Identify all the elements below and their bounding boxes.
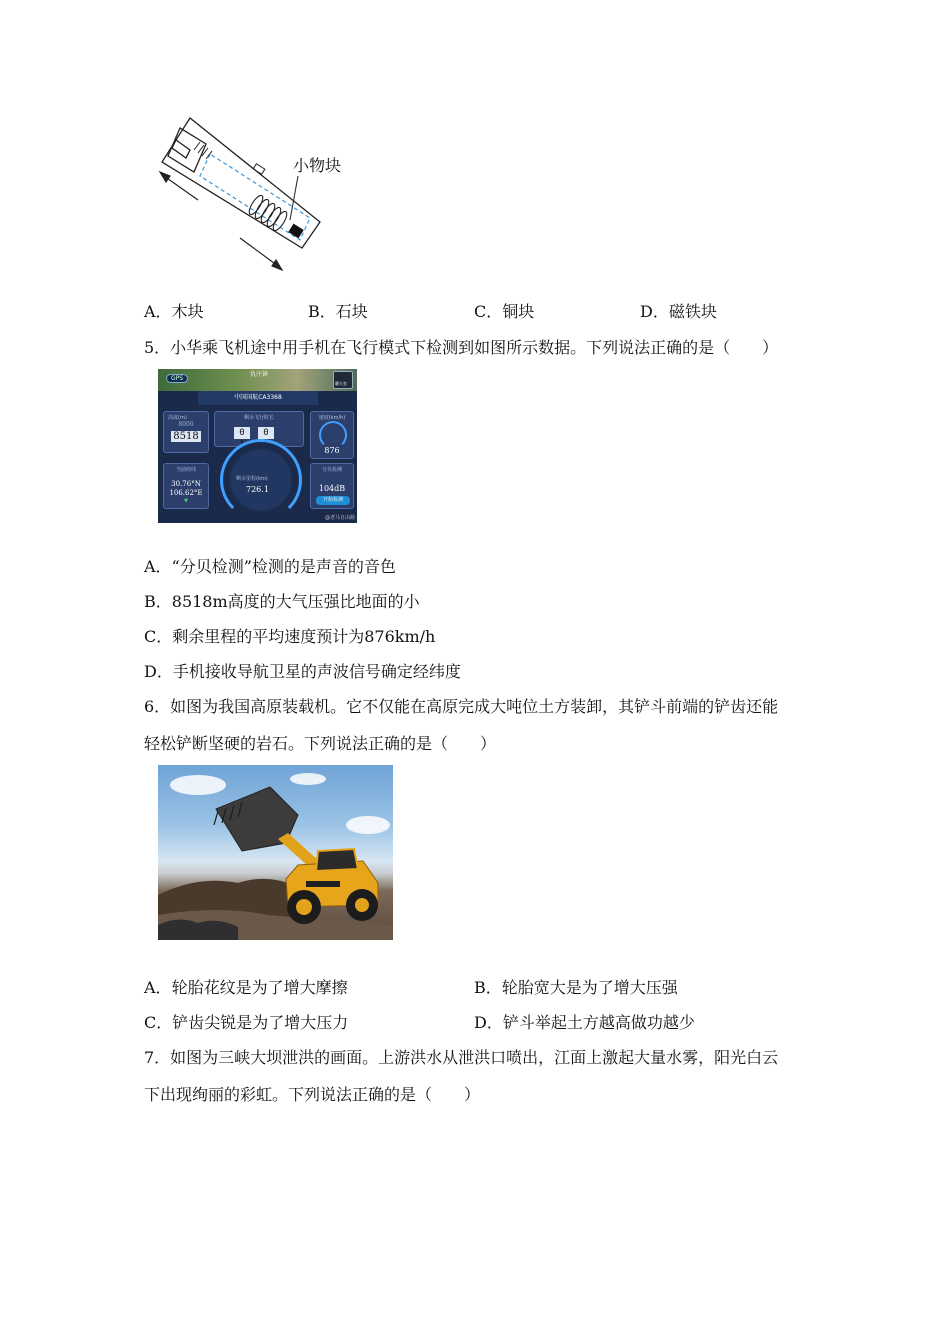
distance-label: 剩余里程(km): [236, 476, 268, 482]
option-letter: B．: [474, 978, 502, 997]
small-block-label: 小物块: [293, 156, 342, 175]
q7-stem-line1: 7．如图为三峡大坝泄洪的画面。上游洪水从泄洪口喷出，江面上激起大量水雾，阳光白云: [144, 1048, 779, 1067]
decibel-label: 分贝检测: [321, 467, 342, 473]
speed-value: 876: [324, 446, 340, 455]
q6-option-a: [144, 978, 348, 998]
option-letter: A．: [144, 978, 172, 997]
option-letter: C．: [474, 302, 503, 321]
option-text: 铜块: [502, 302, 535, 321]
altitude-sub: 8000: [178, 421, 194, 428]
chevron-down-icon: ▼: [184, 498, 188, 504]
gps-badge: GPS: [166, 374, 188, 383]
flight-number: 中国国航CA3368: [198, 391, 318, 405]
longitude-value: 106.62°E: [169, 489, 203, 497]
q4-option-b: [308, 302, 368, 322]
start-detection-button: 开始检测: [316, 496, 350, 505]
option-text: 轮胎宽大是为了增大压强: [501, 978, 678, 997]
option-text: 轮胎花纹是为了增大摩擦: [171, 978, 348, 997]
speed-panel: [310, 411, 354, 459]
decibel-value: 104dB: [318, 484, 346, 493]
tube-spring-figure: [150, 110, 360, 280]
time-label: 剩余飞行时长: [243, 415, 274, 421]
flight-dashboard-image: [158, 369, 357, 523]
q6-option-d: [474, 1013, 695, 1033]
speed-label: 速度(km/h): [318, 415, 346, 421]
distance-value: 726.1: [246, 485, 269, 494]
decibel-panel: [310, 463, 354, 509]
option-text: 磁铁块: [668, 302, 717, 321]
option-letter: B．: [308, 302, 336, 321]
dashboard-header: [158, 369, 357, 391]
option-text: 石块: [335, 302, 368, 321]
time-hours: 0: [234, 427, 250, 439]
altitude-label: 高度(m): [168, 415, 187, 421]
option-letter: D．: [640, 302, 669, 321]
q4-option-a: [144, 302, 204, 322]
q4-option-c: [474, 302, 534, 322]
q6-option-c: [144, 1013, 348, 1033]
q5-option-d: D．手机接收导航卫星的声波信号确定经纬度: [144, 662, 461, 681]
position-panel: [163, 463, 209, 509]
q5-stem: 5．小华乘飞机途中用手机在飞行模式下检测到如图所示数据。下列说法正确的是（ ）: [144, 338, 779, 357]
option-letter: A．: [144, 302, 172, 321]
time-minutes: 0: [258, 427, 274, 439]
image-watermark: @老马自由路: [324, 515, 355, 521]
loader-illustration: [158, 765, 393, 940]
altitude-value: 8518: [171, 431, 201, 442]
q5-option-a: A．“分贝检测”检测的是声音的音色: [144, 557, 396, 576]
chat-room-icon: [333, 371, 353, 389]
speedometer-icon: [319, 421, 347, 449]
q6-option-b: [474, 978, 678, 998]
tube-spring-diagram: [150, 110, 360, 280]
q5-option-b: B．8518m高度的大气压强比地面的小: [144, 592, 420, 611]
plateau-loader-photo: [158, 765, 393, 940]
q7-stem-line2: 下出现绚丽的彩虹。下列说法正确的是（ ）: [144, 1085, 481, 1104]
chat-room-label: 聊天室: [335, 381, 347, 386]
position-label: 当前经纬: [175, 467, 196, 473]
q6-stem-line1: 6．如图为我国高原装载机。它不仅能在高原完成大吨位土方装卸，其铲斗前端的铲齿还能: [144, 697, 779, 716]
q6-stem-line2: 轻松铲断坚硬的岩石。下列说法正确的是（ ）: [144, 734, 497, 753]
altitude-panel: [163, 411, 209, 453]
option-letter: C．: [144, 1013, 173, 1032]
option-text: 铲齿尖锐是为了增大压力: [172, 1013, 349, 1032]
option-text: 铲斗举起土方越高做功越少: [502, 1013, 695, 1032]
q4-option-d: [640, 302, 717, 322]
latitude-value: 30.76°N: [171, 480, 201, 488]
q5-option-c: C．剩余里程的平均速度预计为876km/h: [144, 627, 436, 646]
route-label: 仇庄镇: [250, 371, 269, 378]
option-text: 木块: [171, 302, 204, 321]
option-letter: D．: [474, 1013, 503, 1032]
